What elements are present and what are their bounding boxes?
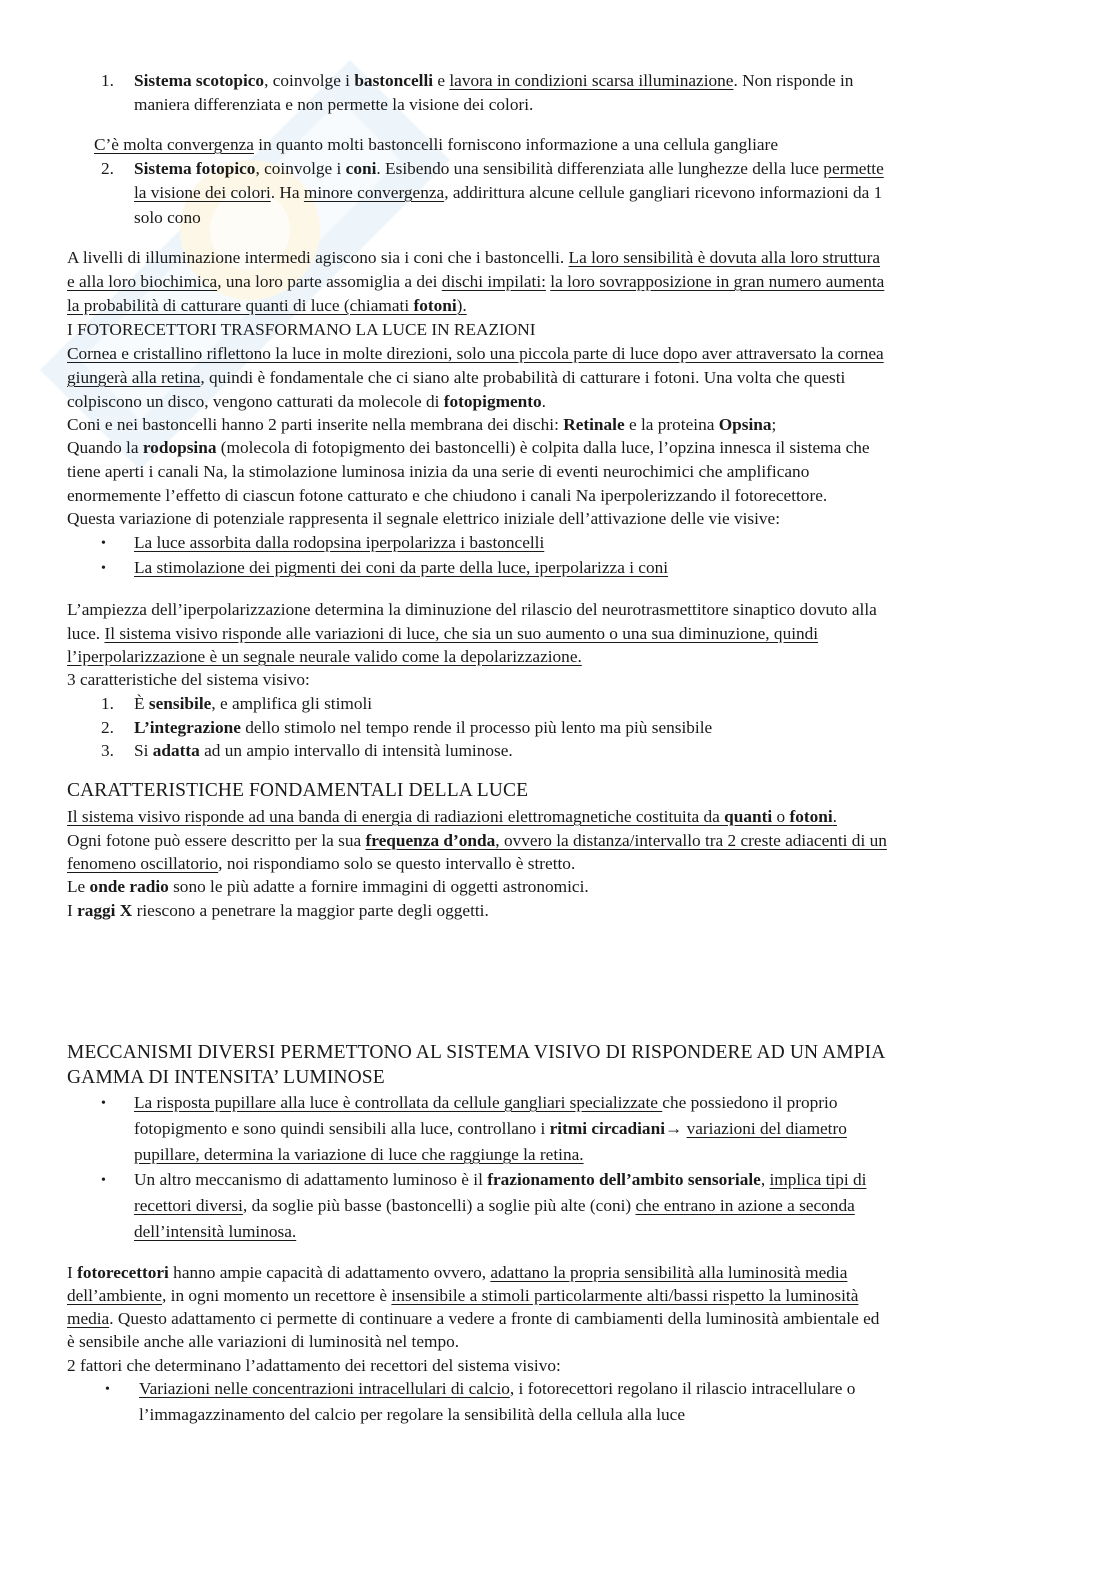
- paragraph-line: colpiscono un disco, vengono catturati da molecole di fotopigmento.: [67, 392, 546, 411]
- paragraph-line: Cornea e cristallino riflettono la luce in molte direzioni, solo una piccola parte di luce dopo aver attraversato la cornea: [67, 344, 884, 363]
- section-heading: I FOTORECETTORI TRASFORMANO LA LUCE IN REAZIONI: [67, 320, 536, 339]
- convergence-note: C’è molta convergenza in quanto molti bastoncelli forniscono informazione a una cellula gangliare: [94, 135, 778, 154]
- list-number: 1.: [101, 694, 114, 713]
- list-number: 1.: [101, 71, 114, 90]
- bullet-item: Variazioni nelle concentrazioni intracellulari di calcio, i fotorecettori regolano il rilascio intracellulare o: [139, 1379, 856, 1398]
- paragraph-line: L’ampiezza dell’iperpolarizzazione determina la diminuzione del rilascio del neurotrasmettitore sinaptico dovuto alla: [67, 600, 877, 619]
- paragraph-line: media. Questo adattamento ci permette di continuare a vedere a fronte di cambiamenti della luminosità ambientale ed: [67, 1309, 880, 1328]
- paragraph-line: I raggi X riescono a penetrare la maggior parte degli oggetti.: [67, 901, 489, 920]
- paragraph-line: dell’ambiente, in ogni momento un recettore è insensibile a stimoli particolarmente alti/bassi rispetto la luminosità: [67, 1286, 859, 1305]
- paragraph-line: 2 fattori che determinano l’adattamento dei recettori del sistema visivo:: [67, 1356, 561, 1375]
- paragraph-line: enormemente l’effetto di ciascun fotone catturato e che chiudono i canali Na iperpolerizzando il fotorecettore.: [67, 486, 828, 505]
- paragraph-line: giungerà alla retina, quindi è fondamentale che ci siano alte probabilità di catturare i fotoni. Una volta che questi: [67, 368, 846, 387]
- paragraph-line: Coni e nei bastoncelli hanno 2 parti inserite nella membrana dei dischi: Retinale e la proteina Opsina;: [67, 415, 777, 434]
- feature-item: Si adatta ad un ampio intervallo di intensità luminose.: [134, 741, 513, 760]
- bullet-item: La luce assorbita dalla rodopsina iperpolarizza i bastoncelli: [134, 533, 545, 552]
- bullet-item-continuation: l’immagazzinamento del calcio per regolare la sensibilità della cellula alla luce: [139, 1405, 686, 1424]
- bullet-icon: •: [105, 1382, 110, 1397]
- paragraph-line: tiene aperti i canali Na, la stimolazione luminosa inizia da una serie di eventi neurochimici che amplificano: [67, 462, 810, 481]
- list-item-continuation: solo cono: [134, 208, 201, 227]
- section-heading: CARATTERISTICHE FONDAMENTALI DELLA LUCE: [67, 780, 529, 801]
- feature-item: L’integrazione dello stimolo nel tempo rende il processo più lento ma più sensibile: [134, 718, 713, 737]
- bullet-icon: •: [101, 1096, 106, 1111]
- paragraph-line: Le onde radio sono le più adatte a fornire immagini di oggetti astronomici.: [67, 877, 589, 896]
- bullet-item-continuation: recettori diversi, da soglie più basse (bastoncelli) a soglie più alte (coni) che entrano in azione a seconda: [134, 1196, 855, 1215]
- paragraph-line: e alla loro biochimica, una loro parte assomiglia a dei dischi impilati: la loro sovrapposizione in gran numero aumenta: [67, 272, 885, 291]
- list-number: 3.: [101, 741, 114, 760]
- section-heading: GAMMA DI INTENSITA’ LUMINOSE: [67, 1067, 385, 1088]
- bullet-item: La risposta pupillare alla luce è controllata da cellule gangliari specializzate che possiedono il proprio: [134, 1093, 838, 1112]
- paragraph-line: luce. Il sistema visivo risponde alle variazioni di luce, che sia un suo aumento o una sua diminuzione, quindi: [67, 624, 819, 643]
- feature-item: È sensibile, e amplifica gli stimoli: [134, 694, 373, 713]
- paragraph-line: Questa variazione di potenziale rappresenta il segnale elettrico iniziale dell’attivazione delle vie visive:: [67, 509, 781, 528]
- paragraph-line: l’iperpolarizzazione è un segnale neurale valido come la depolarizzazione.: [67, 647, 582, 666]
- arrow-right-icon: →: [665, 1119, 683, 1138]
- section-heading: MECCANISMI DIVERSI PERMETTONO AL SISTEMA VISIVO DI RISPONDERE AD UN AMPIA: [67, 1042, 886, 1063]
- bullet-icon: •: [101, 536, 106, 551]
- paragraph-line: è sensibile anche alle variazioni di luminosità nel tempo.: [67, 1332, 460, 1351]
- bullet-item-continuation: dell’intensità luminosa.: [134, 1222, 297, 1241]
- list-item-scotopico: Sistema scotopico, coinvolge i bastoncelli e lavora in condizioni scarsa illuminazione. Non risponde in: [134, 71, 854, 90]
- list-number: 2.: [101, 159, 114, 178]
- paragraph-line: 3 caratteristiche del sistema visivo:: [67, 670, 310, 689]
- bullet-item: La stimolazione dei pigmenti dei coni da parte della luce, iperpolarizza i coni: [134, 558, 669, 577]
- list-item-continuation: maniera differenziata e non permette la visione dei colori.: [134, 95, 534, 114]
- paragraph-line: Ogni fotone può essere descritto per la sua frequenza d’onda, ovvero la distanza/intervallo tra 2 creste adiacenti di un: [67, 831, 887, 850]
- list-number: 2.: [101, 718, 114, 737]
- bullet-icon: •: [101, 561, 106, 576]
- paragraph-line: Quando la rodopsina (molecola di fotopigmento dei bastoncelli) è colpita dalla luce, l’opzina innesca il sistema che: [67, 438, 870, 457]
- bullet-item-continuation: fotopigmento e sono quindi sensibili alla luce, controllano i ritmi circadiani→ variazioni del diametro: [134, 1119, 847, 1138]
- bullet-item: Un altro meccanismo di adattamento luminoso è il frazionamento dell’ambito sensoriale, implica tipi di: [134, 1170, 867, 1189]
- list-item-fotopico: Sistema fotopico, coinvolge i coni. Esibendo una sensibilità differenziata alle lunghezze della luce permette: [134, 159, 884, 178]
- paragraph-line: fenomeno oscillatorio, noi rispondiamo solo se questo intervallo è stretto.: [67, 854, 576, 873]
- list-item-continuation: la visione dei colori. Ha minore convergenza, addirittura alcune cellule gangliari ricevono informazioni da 1: [134, 183, 883, 202]
- paragraph-line: I fotorecettori hanno ampie capacità di adattamento ovvero, adattano la propria sensibilità alla luminosità media: [67, 1263, 848, 1282]
- paragraph-line: A livelli di illuminazione intermedi agiscono sia i coni che i bastoncelli. La loro sensibilità è dovuta alla loro struttura: [67, 248, 880, 267]
- bullet-item-continuation: pupillare, determina la variazione di luce che raggiunge la retina.: [134, 1145, 584, 1164]
- paragraph-line: Il sistema visivo risponde ad una banda di energia di radiazioni elettromagnetiche costituita da quanti o fotoni.: [67, 807, 837, 826]
- bullet-icon: •: [101, 1173, 106, 1188]
- paragraph-line: la probabilità di catturare quanti di luce (chiamati fotoni).: [67, 296, 467, 315]
